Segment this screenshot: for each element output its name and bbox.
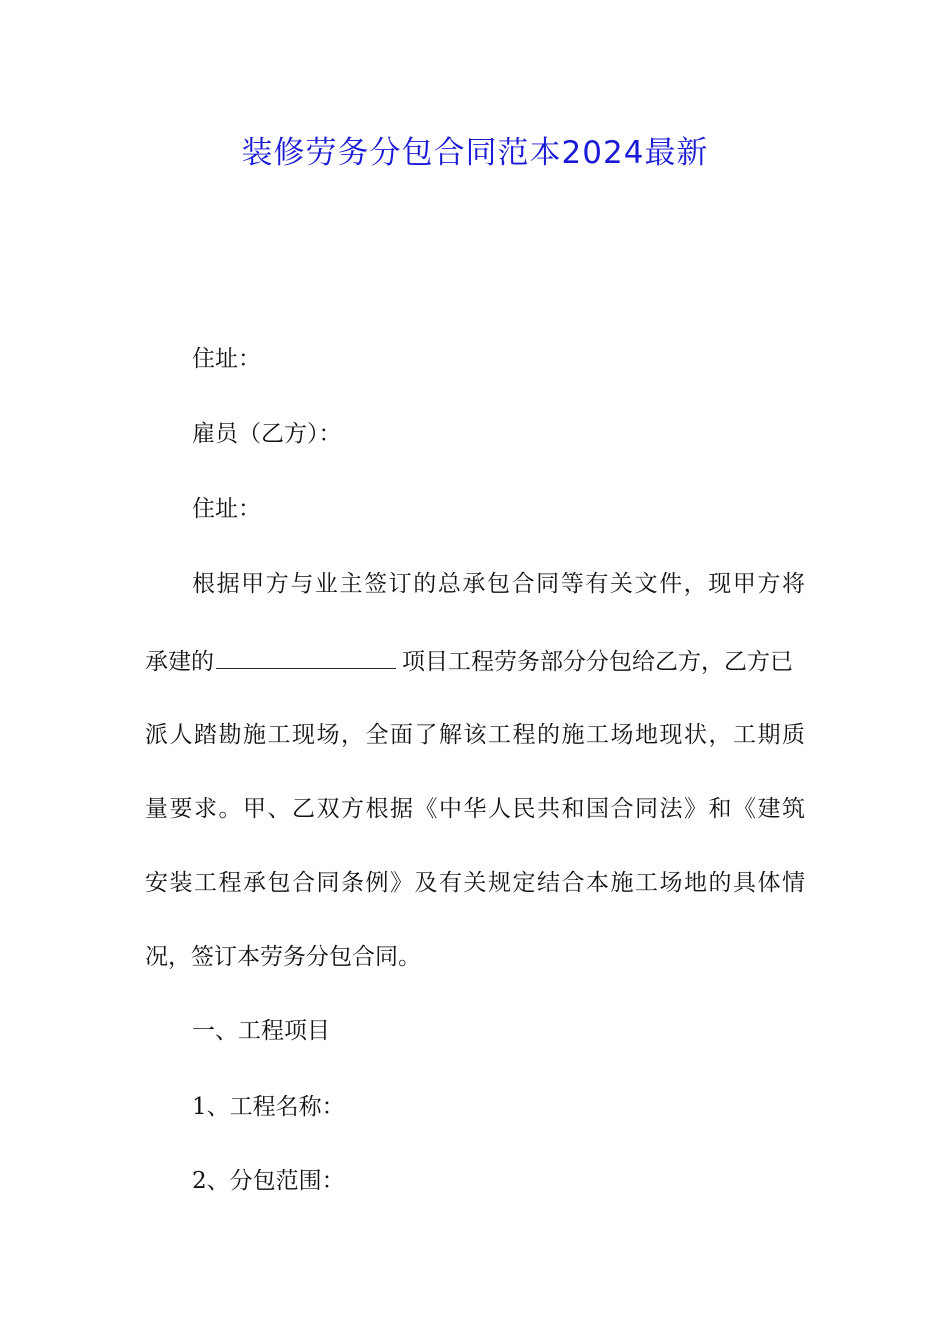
preamble-line-2 <box>145 646 805 677</box>
preamble-line-2-start: 承建的 <box>145 649 214 675</box>
section-1-heading: 一、工程项目 <box>192 1018 330 1044</box>
address-field-1: 住址： <box>192 346 261 372</box>
document-title: 装修劳务分包合同范本2024最新 <box>241 135 709 171</box>
preamble-line-3: 派人踏勘施工现场，全面了解该工程的施工场地现状，工期质 <box>145 722 805 748</box>
project-name-blank <box>216 646 396 669</box>
section-1-item-1: 1、工程名称： <box>192 1094 345 1120</box>
preamble-line-6: 况，签订本劳务分包合同。 <box>145 944 421 970</box>
preamble-line-4: 量要求。甲、乙双方根据《中华人民共和国合同法》和《建筑 <box>145 796 805 822</box>
section-1-item-2: 2、分包范围： <box>192 1168 345 1194</box>
preamble-line-1 <box>192 569 805 599</box>
preamble-line-5: 安装工程承包合同条例》及有关规定结合本施工场地的具体情 <box>145 870 805 896</box>
employee-party-b-field: 雇员（乙方）： <box>192 421 342 447</box>
preamble-line-1-text: 根据甲方与业主签订的总承包合同等有关文件，现甲方将 <box>192 571 805 597</box>
address-field-2: 住址： <box>192 496 261 522</box>
preamble-line-2-end: 项目工程劳务部分分包给乙方，乙方已 <box>402 649 793 675</box>
